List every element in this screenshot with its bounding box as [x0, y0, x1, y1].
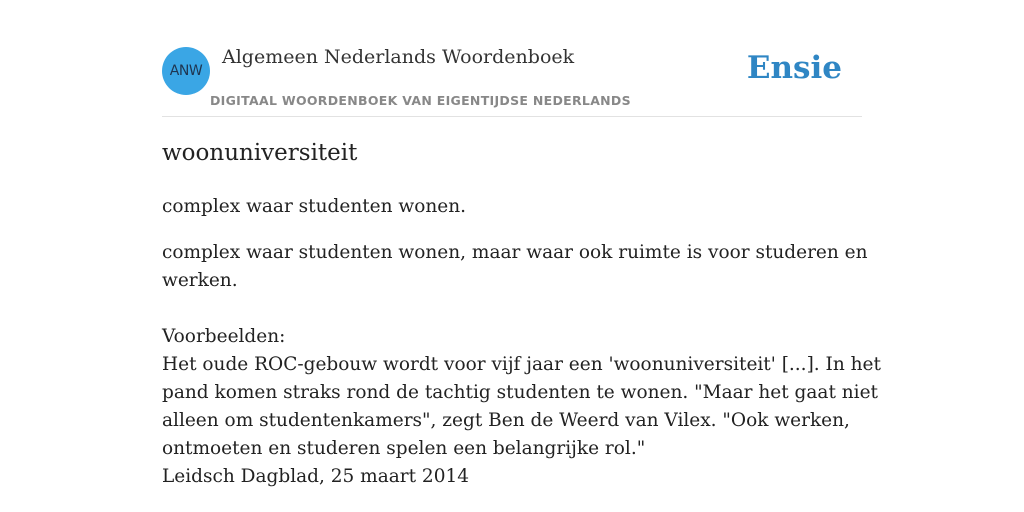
long-definition — [162, 239, 881, 491]
example-line: ontmoeten en studeren spelen een belangrijke rol." — [162, 438, 646, 459]
examples-heading: Voorbeelden: — [162, 326, 286, 347]
site-header — [162, 0, 862, 117]
example-line: alleen om studentenkamers", zegt Ben de Weerd van Vilex. "Ook werken, — [162, 410, 850, 431]
example-line: Het oude ROC-gebouw wordt voor vijf jaar een 'woonuniversiteit' [...]. In het — [162, 354, 881, 375]
entry-term: woonuniversiteit — [162, 140, 358, 166]
definition-line: werken. — [162, 270, 238, 291]
page-container — [162, 0, 881, 487]
example-source: Leidsch Dagblad, 25 maart 2014 — [162, 466, 470, 487]
definition-line: complex waar studenten wonen, maar waar ook ruimte is voor studeren en — [162, 242, 868, 263]
ensie-brand-logo[interactable]: Ensie — [746, 50, 842, 86]
site-subtitle: DIGITAAL WOORDENBOEK VAN EIGENTIJDSE NEDERLANDS — [210, 93, 631, 108]
short-definition: complex waar studenten wonen. — [162, 196, 467, 217]
site-title[interactable]: Algemeen Nederlands Woordenboek — [222, 46, 575, 68]
anw-logo[interactable]: ANW — [162, 47, 210, 95]
spacer — [162, 295, 822, 323]
example-line: pand komen straks rond de tachtig studenten te wonen. "Maar het gaat niet — [162, 382, 878, 403]
